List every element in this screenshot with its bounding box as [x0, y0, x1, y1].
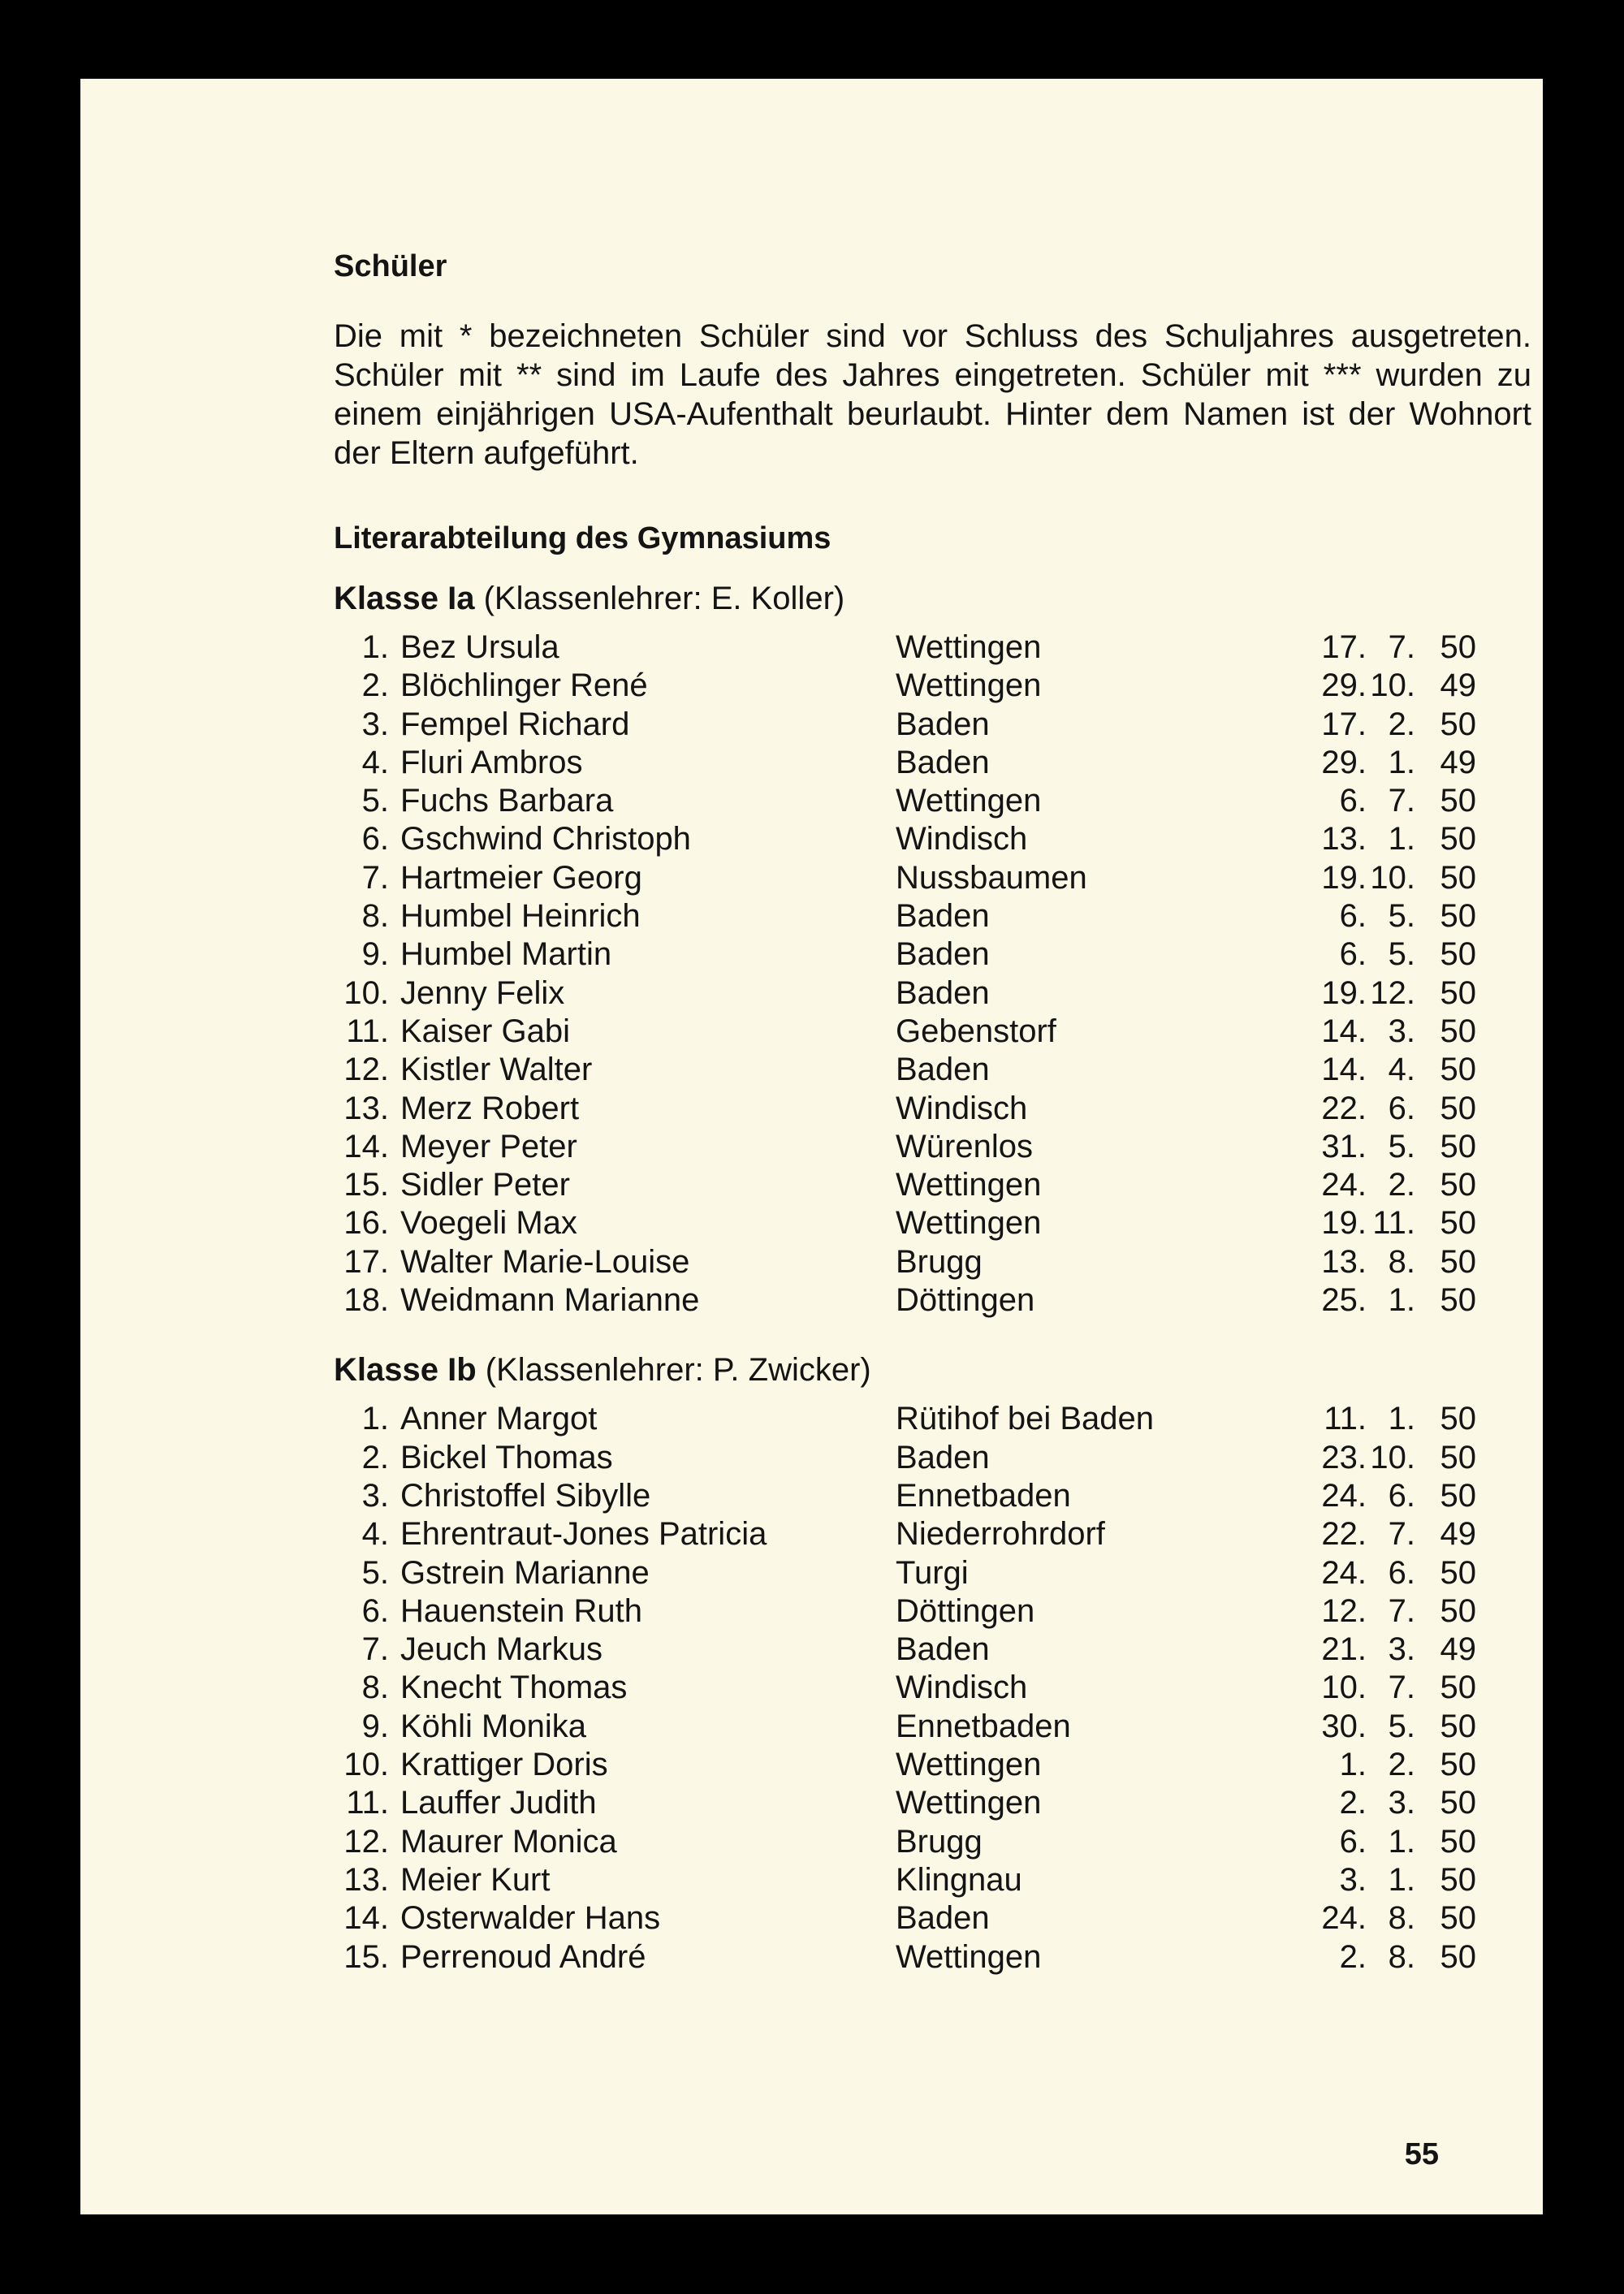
birth-month: 8. — [1388, 1900, 1415, 1937]
student-name: Merz Robert — [400, 1090, 580, 1126]
student-birthdate — [1318, 1477, 1476, 1515]
klasse-a-label: Klasse Ia — [334, 581, 475, 616]
student-place: Nussbaumen — [896, 859, 1087, 896]
student-place: Wettingen — [896, 1938, 1042, 1975]
student-row — [334, 1204, 1531, 1242]
student-number: 12. — [343, 1052, 389, 1088]
student-number: 2. — [361, 667, 389, 704]
student-birthdate — [1318, 859, 1476, 897]
birth-year: 50 — [1440, 898, 1476, 935]
birth-month: 10. — [1370, 1439, 1415, 1475]
student-birthdate — [1318, 1051, 1476, 1089]
student-number: 2. — [361, 1439, 389, 1475]
birth-year: 50 — [1440, 706, 1476, 742]
birth-day: 29. — [1321, 744, 1367, 780]
birth-year: 50 — [1440, 1861, 1476, 1898]
student-birthdate — [1318, 1166, 1476, 1204]
student-row — [334, 1592, 1531, 1631]
student-name: Hauenstein Ruth — [400, 1592, 642, 1629]
student-row — [334, 1823, 1531, 1861]
birth-year: 50 — [1440, 936, 1476, 973]
birth-day: 29. — [1321, 667, 1367, 704]
student-name: Ehrentraut-Jones Patricia — [400, 1516, 767, 1553]
birth-month: 3. — [1388, 1785, 1415, 1821]
birth-day: 1. — [1339, 1747, 1367, 1783]
student-row — [334, 1128, 1531, 1166]
birth-month: 1. — [1388, 1401, 1415, 1437]
student-row — [334, 1861, 1531, 1899]
student-row — [334, 974, 1531, 1013]
student-row — [334, 1051, 1531, 1089]
birth-year: 50 — [1440, 1205, 1476, 1242]
birth-month: 2. — [1388, 1747, 1415, 1783]
student-row — [334, 744, 1531, 782]
student-name: Kaiser Gabi — [400, 1013, 570, 1049]
birth-month: 7. — [1388, 1670, 1415, 1706]
student-birthdate — [1318, 1669, 1476, 1707]
student-birthdate — [1318, 1938, 1476, 1976]
student-number: 14. — [343, 1128, 389, 1164]
student-row — [334, 1243, 1531, 1281]
student-row — [334, 1439, 1531, 1477]
student-place: Brugg — [896, 1823, 983, 1860]
klasse-b-title — [334, 1352, 1531, 1389]
birth-day: 12. — [1321, 1592, 1367, 1629]
student-place: Wettingen — [896, 783, 1042, 819]
student-row — [334, 667, 1531, 705]
birth-month: 8. — [1388, 1938, 1415, 1975]
student-number: 5. — [361, 783, 389, 819]
student-place: Baden — [896, 744, 990, 780]
birth-month: 5. — [1388, 898, 1415, 935]
student-number: 15. — [343, 1938, 389, 1975]
student-row — [334, 1166, 1531, 1204]
student-place: Wettingen — [896, 1785, 1042, 1821]
student-name: Walter Marie-Louise — [400, 1243, 690, 1280]
birth-year: 50 — [1440, 1439, 1476, 1475]
birth-month: 3. — [1388, 1631, 1415, 1668]
birth-year: 49 — [1440, 1631, 1476, 1668]
birth-day: 24. — [1321, 1554, 1367, 1591]
birth-year: 50 — [1440, 1282, 1476, 1319]
birth-year: 50 — [1440, 1592, 1476, 1629]
birth-day: 3. — [1339, 1861, 1367, 1898]
student-birthdate — [1318, 1013, 1476, 1051]
page-content — [334, 249, 1531, 1976]
birth-day: 19. — [1321, 974, 1367, 1011]
klasse-a-title — [334, 581, 1531, 617]
student-birthdate — [1318, 1592, 1476, 1631]
student-birthdate — [1318, 1861, 1476, 1899]
student-row — [334, 820, 1531, 858]
student-name: Köhli Monika — [400, 1708, 587, 1744]
student-birthdate — [1318, 667, 1476, 705]
student-birthdate — [1318, 1281, 1476, 1320]
student-number: 5. — [361, 1554, 389, 1591]
student-place: Windisch — [896, 1090, 1028, 1126]
student-place: Ennetbaden — [896, 1708, 1071, 1744]
student-place: Baden — [896, 1631, 990, 1668]
student-birthdate — [1318, 782, 1476, 820]
student-place: Döttingen — [896, 1282, 1035, 1319]
student-number: 7. — [361, 1631, 389, 1668]
student-number: 11. — [346, 1785, 389, 1821]
student-number: 1. — [361, 629, 389, 665]
student-place: Baden — [896, 706, 990, 742]
student-name: Kistler Walter — [400, 1052, 593, 1088]
birth-day: 25. — [1321, 1282, 1367, 1319]
student-number: 9. — [361, 1708, 389, 1744]
student-place: Baden — [896, 1052, 990, 1088]
student-name: Knecht Thomas — [400, 1670, 628, 1706]
student-birthdate — [1318, 629, 1476, 667]
klasse-b-teacher: (Klassenlehrer: P. Zwicker) — [485, 1352, 871, 1389]
student-place: Baden — [896, 898, 990, 935]
birth-year: 49 — [1440, 1516, 1476, 1553]
birth-month: 1. — [1388, 821, 1415, 858]
student-number: 13. — [343, 1090, 389, 1126]
birth-day: 17. — [1321, 706, 1367, 742]
student-place: Wettingen — [896, 1205, 1042, 1242]
student-place: Baden — [896, 974, 990, 1011]
student-birthdate — [1318, 1204, 1476, 1242]
student-birthdate — [1318, 1631, 1476, 1669]
student-name: Fluri Ambros — [400, 744, 583, 780]
birth-month: 1. — [1388, 1282, 1415, 1319]
birth-month: 10. — [1370, 667, 1415, 704]
student-row — [334, 859, 1531, 897]
student-number: 16. — [343, 1205, 389, 1242]
student-birthdate — [1318, 935, 1476, 974]
student-name: Maurer Monica — [400, 1823, 617, 1860]
student-name: Fempel Richard — [400, 706, 630, 742]
student-birthdate — [1318, 1899, 1476, 1938]
student-place: Windisch — [896, 821, 1028, 858]
student-name: Hartmeier Georg — [400, 859, 642, 896]
student-row — [334, 1746, 1531, 1784]
birth-day: 10. — [1321, 1670, 1367, 1706]
student-place: Döttingen — [896, 1592, 1035, 1629]
birth-year: 50 — [1440, 821, 1476, 858]
birth-year: 50 — [1440, 1477, 1476, 1514]
student-row — [334, 1938, 1531, 1976]
student-number: 11. — [346, 1013, 389, 1049]
birth-year: 50 — [1440, 1167, 1476, 1203]
birth-day: 13. — [1321, 821, 1367, 858]
birth-year: 50 — [1440, 1401, 1476, 1437]
student-name: Christoffel Sibylle — [400, 1477, 651, 1514]
birth-month: 7. — [1388, 1592, 1415, 1629]
student-number: 1. — [361, 1401, 389, 1437]
student-row — [334, 1477, 1531, 1515]
birth-day: 6. — [1339, 1823, 1367, 1860]
student-place: Brugg — [896, 1243, 983, 1280]
student-name: Gstrein Marianne — [400, 1554, 650, 1591]
birth-day: 24. — [1321, 1477, 1367, 1514]
birth-day: 19. — [1321, 1205, 1367, 1242]
student-name: Meier Kurt — [400, 1861, 551, 1898]
birth-month: 11. — [1372, 1205, 1415, 1242]
klasse-b-student-list — [334, 1400, 1531, 1976]
student-row — [334, 1400, 1531, 1438]
student-row — [334, 1708, 1531, 1746]
birth-month: 2. — [1388, 1167, 1415, 1203]
birth-day: 24. — [1321, 1167, 1367, 1203]
birth-year: 50 — [1440, 1670, 1476, 1706]
birth-day: 24. — [1321, 1900, 1367, 1937]
birth-year: 50 — [1440, 629, 1476, 665]
student-name: Weidmann Marianne — [400, 1282, 700, 1319]
birth-year: 50 — [1440, 1938, 1476, 1975]
birth-day: 21. — [1321, 1631, 1367, 1668]
student-number: 3. — [361, 1477, 389, 1514]
birth-month: 8. — [1388, 1243, 1415, 1280]
birth-month: 10. — [1370, 859, 1415, 896]
klasse-a-student-list — [334, 629, 1531, 1320]
student-place: Niederrohrdorf — [896, 1516, 1105, 1553]
student-name: Humbel Heinrich — [400, 898, 641, 935]
student-birthdate — [1318, 974, 1476, 1013]
klasse-b-label: Klasse Ib — [334, 1352, 477, 1389]
birth-year: 50 — [1440, 974, 1476, 1011]
student-birthdate — [1318, 1823, 1476, 1861]
birth-month: 6. — [1388, 1477, 1415, 1514]
birth-day: 14. — [1321, 1013, 1367, 1049]
birth-month: 4. — [1388, 1052, 1415, 1088]
birth-month: 7. — [1388, 783, 1415, 819]
birth-year: 50 — [1440, 859, 1476, 896]
student-row — [334, 1090, 1531, 1128]
student-number: 4. — [361, 744, 389, 780]
student-row — [334, 1554, 1531, 1592]
student-place: Gebenstorf — [896, 1013, 1056, 1049]
birth-day: 11. — [1324, 1401, 1367, 1437]
student-place: Wettingen — [896, 667, 1042, 704]
student-name: Anner Margot — [400, 1401, 598, 1437]
student-name: Osterwalder Hans — [400, 1900, 661, 1937]
student-number: 4. — [361, 1516, 389, 1553]
intro-paragraph: Die mit * bezeichneten Schüler sind vor Schluss des Schuljahres ausgetreten. Schüler mit ** sind im Laufe des Jahres eingetreten. Schüler mit *** wurden zu einem einjährigen USA-Aufenthalt beurlaubt. Hinter dem Namen ist der Wohnort der Eltern aufgeführt. — [334, 318, 1531, 471]
student-row — [334, 1631, 1531, 1669]
student-row — [334, 629, 1531, 667]
student-birthdate — [1318, 1090, 1476, 1128]
birth-month: 5. — [1388, 1128, 1415, 1164]
student-row — [334, 1899, 1531, 1938]
student-birthdate — [1318, 1746, 1476, 1784]
student-birthdate — [1318, 744, 1476, 782]
student-name: Perrenoud André — [400, 1938, 646, 1975]
birth-day: 17. — [1321, 629, 1367, 665]
birth-day: 6. — [1339, 783, 1367, 819]
birth-day: 2. — [1339, 1785, 1367, 1821]
birth-year: 50 — [1440, 1823, 1476, 1860]
student-name: Meyer Peter — [400, 1128, 577, 1164]
birth-year: 50 — [1440, 1900, 1476, 1937]
student-birthdate — [1318, 1400, 1476, 1438]
student-birthdate — [1318, 820, 1476, 858]
student-birthdate — [1318, 1708, 1476, 1746]
student-place: Windisch — [896, 1670, 1028, 1706]
student-place: Wettingen — [896, 1747, 1042, 1783]
birth-year: 50 — [1440, 1013, 1476, 1049]
student-name: Krattiger Doris — [400, 1747, 608, 1783]
student-place: Wettingen — [896, 1167, 1042, 1203]
birth-day: 14. — [1321, 1052, 1367, 1088]
student-row — [334, 706, 1531, 744]
student-row — [334, 782, 1531, 820]
student-number: 3. — [361, 706, 389, 742]
birth-year: 50 — [1440, 1554, 1476, 1591]
student-birthdate — [1318, 1554, 1476, 1592]
birth-year: 50 — [1440, 1708, 1476, 1744]
student-number: 10. — [343, 974, 389, 1011]
birth-day: 22. — [1321, 1516, 1367, 1553]
birth-month: 1. — [1388, 1823, 1415, 1860]
birth-month: 7. — [1388, 629, 1415, 665]
birth-month: 6. — [1388, 1090, 1415, 1126]
birth-day: 22. — [1321, 1090, 1367, 1126]
klasse-a-teacher: (Klassenlehrer: E. Koller) — [483, 581, 845, 616]
student-name: Jenny Felix — [400, 974, 565, 1011]
student-place: Baden — [896, 1439, 990, 1475]
birth-day: 19. — [1321, 859, 1367, 896]
birth-day: 6. — [1339, 898, 1367, 935]
birth-year: 50 — [1440, 783, 1476, 819]
birth-month: 6. — [1388, 1554, 1415, 1591]
birth-month: 1. — [1388, 744, 1415, 780]
birth-year: 50 — [1440, 1090, 1476, 1126]
student-row — [334, 1515, 1531, 1553]
birth-day: 30. — [1321, 1708, 1367, 1744]
student-number: 14. — [343, 1900, 389, 1937]
birth-day: 13. — [1321, 1243, 1367, 1280]
birth-month: 5. — [1388, 1708, 1415, 1744]
birth-year: 50 — [1440, 1128, 1476, 1164]
birth-day: 6. — [1339, 936, 1367, 973]
student-number: 8. — [361, 1670, 389, 1706]
student-name: Blöchlinger René — [400, 667, 648, 704]
birth-month: 5. — [1388, 936, 1415, 973]
student-birthdate — [1318, 1243, 1476, 1281]
student-place: Turgi — [896, 1554, 969, 1591]
student-place: Baden — [896, 1900, 990, 1937]
student-number: 15. — [343, 1167, 389, 1203]
birth-month: 2. — [1388, 706, 1415, 742]
student-birthdate — [1318, 897, 1476, 935]
student-row — [334, 1784, 1531, 1822]
student-row — [334, 1281, 1531, 1320]
student-name: Bickel Thomas — [400, 1439, 613, 1475]
birth-year: 49 — [1440, 744, 1476, 780]
student-name: Voegeli Max — [400, 1205, 577, 1242]
page-heading: Schüler — [334, 249, 447, 283]
student-row — [334, 1013, 1531, 1051]
birth-year: 50 — [1440, 1747, 1476, 1783]
student-name: Jeuch Markus — [400, 1631, 603, 1668]
birth-year: 50 — [1440, 1243, 1476, 1280]
birth-year: 50 — [1440, 1785, 1476, 1821]
student-name: Bez Ursula — [400, 629, 559, 665]
birth-year: 50 — [1440, 1052, 1476, 1088]
birth-month: 3. — [1388, 1013, 1415, 1049]
birth-day: 31. — [1321, 1128, 1367, 1164]
student-birthdate — [1318, 1515, 1476, 1553]
student-number: 12. — [343, 1823, 389, 1860]
student-name: Fuchs Barbara — [400, 783, 614, 819]
student-name: Gschwind Christoph — [400, 821, 691, 858]
student-number: 8. — [361, 898, 389, 935]
student-row — [334, 1669, 1531, 1707]
student-place: Baden — [896, 936, 990, 973]
birth-month: 12. — [1370, 974, 1415, 1011]
section-heading: Literarabteilung des Gymnasiums — [334, 521, 831, 555]
student-place: Würenlos — [896, 1128, 1033, 1164]
student-place: Klingnau — [896, 1861, 1022, 1898]
birth-month: 7. — [1388, 1516, 1415, 1553]
birth-day: 2. — [1339, 1938, 1367, 1975]
student-row — [334, 935, 1531, 974]
student-number: 9. — [361, 936, 389, 973]
birth-month: 1. — [1388, 1861, 1415, 1898]
birth-day: 23. — [1321, 1439, 1367, 1475]
student-name: Sidler Peter — [400, 1167, 570, 1203]
student-row — [334, 897, 1531, 935]
page-number: 55 — [1404, 2137, 1439, 2171]
document-page — [80, 79, 1543, 2214]
student-birthdate — [1318, 1128, 1476, 1166]
student-number: 18. — [343, 1282, 389, 1319]
student-birthdate — [1318, 1784, 1476, 1822]
student-place: Wettingen — [896, 629, 1042, 665]
student-number: 17. — [343, 1243, 389, 1280]
student-number: 13. — [343, 1861, 389, 1898]
student-birthdate — [1318, 1439, 1476, 1477]
student-place: Ennetbaden — [896, 1477, 1071, 1514]
birth-year: 49 — [1440, 667, 1476, 704]
student-name: Humbel Martin — [400, 936, 612, 973]
student-number: 7. — [361, 859, 389, 896]
student-number: 6. — [361, 821, 389, 858]
student-birthdate — [1318, 706, 1476, 744]
student-number: 10. — [343, 1747, 389, 1783]
student-number: 6. — [361, 1592, 389, 1629]
student-name: Lauffer Judith — [400, 1785, 597, 1821]
student-place: Rütihof bei Baden — [896, 1401, 1155, 1437]
